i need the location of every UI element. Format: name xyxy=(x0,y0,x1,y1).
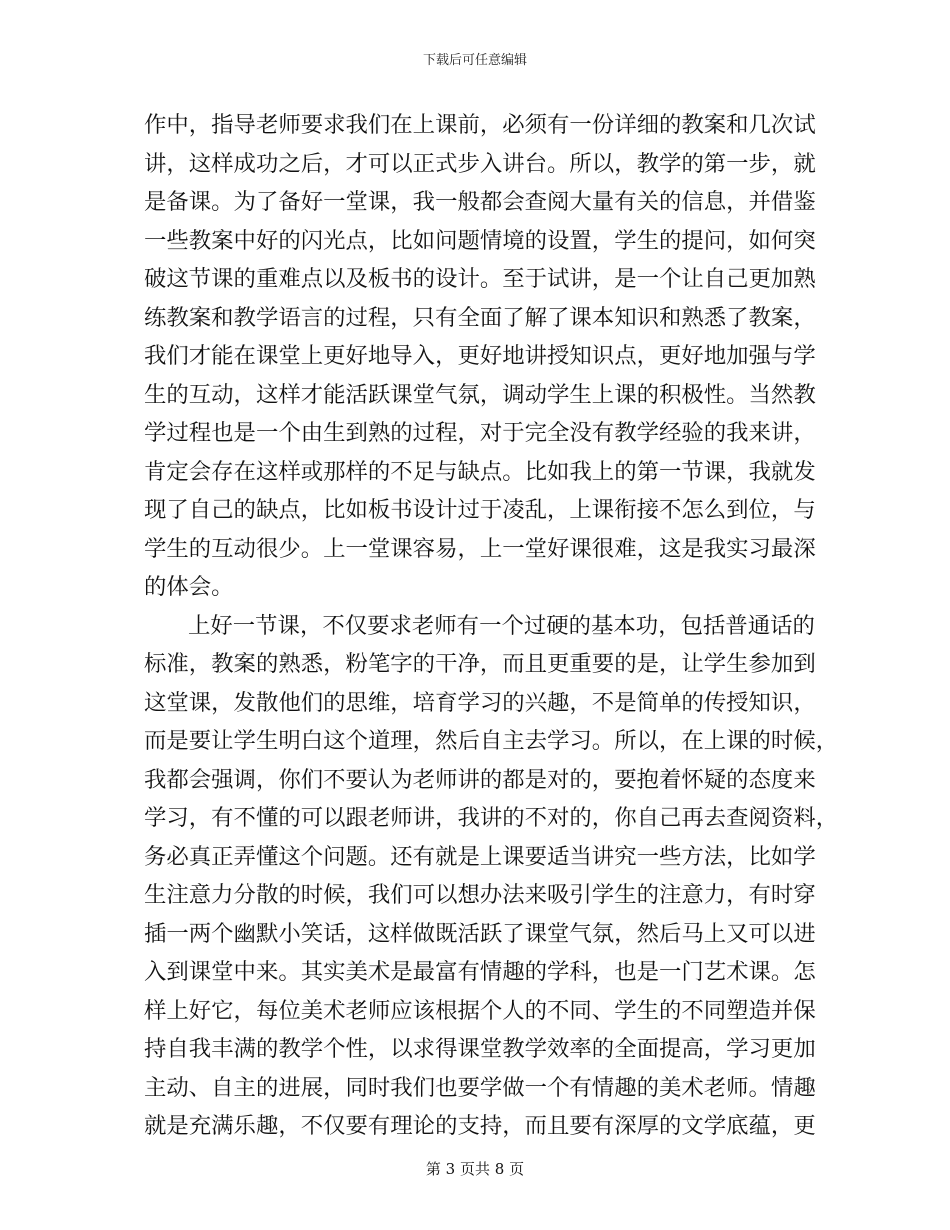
text-line: 我们才能在课堂上更好地导入，更好地讲授知识点，更好地加强与学 xyxy=(144,343,816,369)
text-line: 插一两个幽默小笑话，这样做既活跃了课堂气氛，然后马上又可以进 xyxy=(144,920,816,947)
text-line: 一些教案中好的闪光点，比如问题情境的设置，学生的提问，如何突 xyxy=(144,227,816,254)
text-line: 务必真正弄懂这个问题。还有就是上课要适当讲究一些方法，比如学 xyxy=(144,843,816,870)
text-line: 样上好它，每位美术老师应该根据个人的不同、学生的不同塑造并保 xyxy=(144,997,816,1024)
text-line: 肯定会存在这样或那样的不足与缺点。比如我上的第一节课，我就发 xyxy=(144,458,816,485)
text-line: 生注意力分散的时候，我们可以想办法来吸引学生的注意力，有时穿 xyxy=(144,882,816,908)
text-line: 这堂课，发散他们的思维，培育学习的兴趣，不是简单的传授知识， xyxy=(144,689,816,716)
text-line: 我都会强调，你们不要认为老师讲的都是对的，要抱着怀疑的态度来 xyxy=(144,766,816,793)
text-line: 上好一节课，不仅要求老师有一个过硬的基本功，包括普通话的 xyxy=(188,612,815,639)
text-line: 是备课。为了备好一堂课，我一般都会查阅大量有关的信息，并借鉴 xyxy=(144,189,816,215)
paragraph-2 xyxy=(144,607,839,1146)
text-line: 主动、自主的进展，同时我们也要学做一个有情趣的美术老师。情趣 xyxy=(144,1074,816,1101)
text-line: 练教案和教学语言的过程，只有全面了解了课本知识和熟悉了教案， xyxy=(144,304,816,331)
text-line: 的体会。 xyxy=(144,574,234,600)
text-line: 学生的互动很少。上一堂课容易，上一堂好课很难，这是我实习最深 xyxy=(144,535,816,562)
text-line: 而是要让学生明白这个道理，然后自主去学习。所以，在上课的时候， xyxy=(144,728,839,754)
body-text xyxy=(144,106,839,1146)
text-line: 持自我丰满的教学个性，以求得课堂教学效率的全面提高，学习更加 xyxy=(144,1036,816,1062)
text-line: 破这节课的重难点以及板书的设计。至于试讲，是一个让自己更加熟 xyxy=(144,266,816,292)
text-line: 现了自己的缺点，比如板书设计过于凌乱，上课衔接不怎么到位，与 xyxy=(144,497,816,523)
text-line: 学过程也是一个由生到熟的过程，对于完全没有教学经验的我来讲， xyxy=(144,420,816,446)
text-line: 入到课堂中来。其实美术是最富有情趣的学科，也是一门艺术课。怎 xyxy=(144,959,816,985)
page-header: 下载后可任意编辑 xyxy=(422,53,527,68)
page-number: 第 3 页共 8 页 xyxy=(425,1160,525,1178)
text-line: 标准，教案的熟悉，粉笔字的干净，而且更重要的是，让学生参加到 xyxy=(144,651,816,677)
text-line: 作中，指导老师要求我们在上课前，必须有一份详细的教案和几次试 xyxy=(144,112,816,138)
text-line: 学习，有不懂的可以跟老师讲，我讲的不对的，你自己再去查阅资料， xyxy=(144,805,839,831)
text-line: 就是充满乐趣，不仅要有理论的支持，而且要有深厚的文学底蕴，更 xyxy=(144,1113,816,1139)
text-line: 生的互动，这样才能活跃课堂气氛，调动学生上课的积极性。当然教 xyxy=(144,381,816,408)
paragraph-1 xyxy=(144,106,816,607)
text-line: 讲，这样成功之后，才可以正式步入讲台。所以，教学的第一步，就 xyxy=(144,150,816,177)
